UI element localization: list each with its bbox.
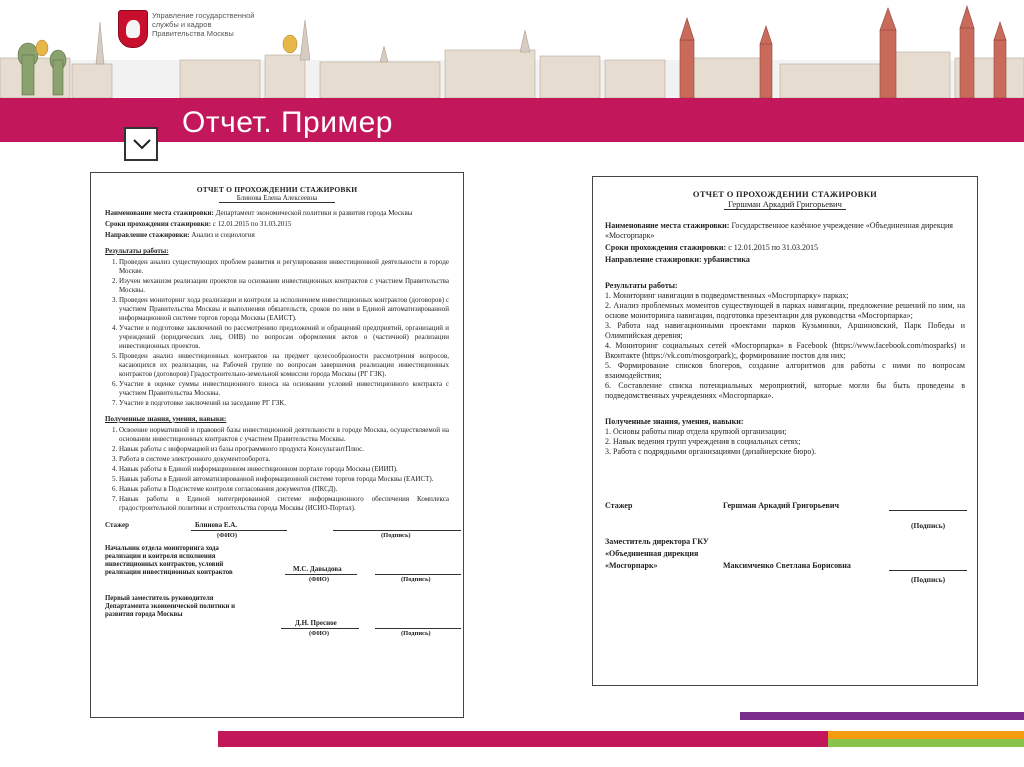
head-signature-block: Начальник отдела мониторинга хода реализации и контроля исполнения инвестиционных контрактов, условий реализации инвестиционных контрактов М.С. Давыдова (ФИО) (Подпись) bbox=[105, 545, 449, 589]
field-place: Наименование места стажировки: Департамент экономической политики и развития города Москвы bbox=[105, 209, 413, 217]
list-item: 5. Формирование списков блогеров, создание алгоритмов для работы с ними по вопросам взаимодействия; bbox=[605, 361, 965, 380]
list-item: 4. Навык работы в Единой информационном инвестиционном портале города Москвы (ЕИИП). bbox=[119, 465, 449, 474]
field-period: Сроки прохождения стажировки: с 12.01.2015 по 31.03.2015 bbox=[605, 243, 819, 252]
chevron-down-icon bbox=[132, 137, 152, 151]
organization-name: Управление государственной службы и кадров Правительства Москвы bbox=[152, 11, 255, 38]
list-item: 5. Навык работы в Единой автоматизированной информационной системе торгов города Москвы (ЕАИСТ). bbox=[119, 475, 449, 484]
deputy-signature-block: Заместитель директора ГКУ «Объединенная дирекция «Мосгорпарк» Максимченко Светлана Борисовна (Подпись) bbox=[605, 537, 965, 587]
list-item: 3. Работа с подрядными организациями (дизайнерские бюро). bbox=[605, 447, 817, 456]
report-example-left bbox=[90, 172, 464, 718]
collapse-toggle[interactable] bbox=[124, 127, 158, 161]
footer-bar-magenta bbox=[218, 731, 828, 747]
field-direction: Направление стажировки: урбанистика bbox=[605, 255, 750, 264]
list-item: 6. Навык работы в Подсистеме контроля согласования документов (ПКСД). bbox=[119, 485, 449, 494]
list-item: 6. Составление списка потенциальных мероприятий, которые могли бы быть проведены в подведомственных учреждениях «Мосгорпарка». bbox=[605, 381, 965, 400]
list-item: 4. Участие в подготовке заключений по рассмотрению предложений и обращений предприятий, организаций и учреждений (юридических лиц, ОИВ) по вопросам оформления актов о (частичной) реализации инвестиционных проектов. bbox=[119, 324, 449, 351]
skills-heading: Полученные знания, умения, навыки: bbox=[605, 417, 744, 426]
list-item: 1. Освоение нормативной и правовой базы инвестиционной деятельности в городе Москва, осуществляемой на основании инвестиционных контрактов с участием Правительства Москвы. bbox=[119, 426, 449, 444]
intern-signature-block: Стажер Гершман Аркадий Григорьевич (Подпись) bbox=[605, 501, 965, 531]
report-title: ОТЧЕТ О ПРОХОЖДЕНИИ СТАЖИРОВКИ bbox=[692, 189, 878, 199]
list-item: 3. Работа над навигационными проектами парков Кузьминки, Аршиновский, Парк Победы и Олимпийская деревня; bbox=[605, 321, 965, 340]
report-intern-name: Гершман Аркадий Григорьевич bbox=[605, 199, 965, 209]
results-list bbox=[119, 258, 449, 408]
footer-bar-purple bbox=[740, 712, 1024, 720]
list-item: 4. Мониторинг социальных сетей «Мосгорпарка» в Facebook (https://www.facebook.com/mosparks) и Вконтакте (https://vk.com/mosgorpark);, формирование постов для них; bbox=[605, 341, 965, 360]
footer-bar-green bbox=[828, 739, 1024, 747]
footer-bar-orange bbox=[828, 731, 1024, 739]
skills-list bbox=[119, 426, 449, 513]
results-list bbox=[605, 291, 965, 401]
list-item: 2. Анализ проблемных моментов существующей в парках навигации, предложение решений по ним, на основе мониторинга навигации, подготовка презентации для руководства «Мосгорпарка»; bbox=[605, 301, 965, 320]
deputy-signature-block: Первый заместитель руководителя Департамента экономической политики и развития города Москвы Д.Н. Пресное (ФИО) (Подпись) bbox=[105, 595, 449, 641]
page-title: Отчет. Пример bbox=[182, 106, 393, 139]
list-item: 2. Изучен механизм реализации проектов на основании инвестиционных контрактов с участием Правительства Москвы. bbox=[119, 277, 449, 295]
field-period: Сроки прохождения стажировки: с 12.01.2015 по 31.03.2015 bbox=[105, 220, 292, 228]
list-item: 1. Мониторинг навигации в подведомственных «Мосгорпарку» парках; bbox=[605, 291, 849, 300]
list-item: 2. Навык работы с информацией из базы программного продукта КонсультантПлюс. bbox=[119, 445, 449, 454]
report-example-right bbox=[592, 176, 978, 686]
list-item: 1. Проведен анализ существующих проблем развития и регулирования инвестиционной деятельности в городе Москве. bbox=[119, 258, 449, 276]
report-title: ОТЧЕТ О ПРОХОЖДЕНИИ СТАЖИРОВКИ bbox=[196, 185, 358, 194]
list-item: 1. Основы работы пиар отдела крупной организации; bbox=[605, 427, 787, 436]
list-item: 6. Участие в оценке суммы инвестиционного взноса на основании условий инвестиционного контракта с участием Правительства Москвы. bbox=[119, 380, 449, 398]
list-item: 3. Работа в системе электронного документооборота. bbox=[119, 455, 449, 464]
list-item: 7. Участие в подготовке заключений на заседание РГ ГЗК. bbox=[119, 399, 449, 408]
field-direction: Направление стажировки: Анализ и социология bbox=[105, 231, 255, 239]
skills-list bbox=[605, 427, 965, 457]
results-heading: Результаты работы: bbox=[105, 247, 169, 255]
skills-heading: Полученные знания, умения, навыки: bbox=[105, 415, 227, 423]
field-place: Наименование места стажировки: Государственное казённое учреждение «Объединенная дирекция «Мосгорпарк» bbox=[605, 221, 953, 240]
list-item: 5. Проведен анализ инвестиционных контрактов на предмет целесообразности рассмотрения вопросов, касающихся их реализации, на Рабочей группе по вопросам завершения реализации инвестиционных контрактов (договоров) Градостроительно-земельной комиссии города Москвы (РГ ГЗК). bbox=[119, 352, 449, 379]
intern-signature-block: Стажер Блинова Е.А. (ФИО) (Подпись) bbox=[105, 521, 449, 539]
list-item: 3. Проведен мониторинг хода реализации и контроля за исполнением инвестиционных контрактов (договоров) с участием Правительства Москвы и выполнения обязательств, сроков по ним в Единой автоматизированной информационной системе торгов города Москвы (ЕАИСТ). bbox=[119, 296, 449, 323]
list-item: 2. Навык ведения групп учреждения в социальных сетях; bbox=[605, 437, 801, 446]
list-item: 7. Навык работы в Единой интегрированной системе информационного обеспечения Комплекса градостроительной политики и строительства города Москвы (ИСИО-Портал). bbox=[119, 495, 449, 513]
moscow-coat-of-arms-logo bbox=[118, 10, 148, 48]
report-intern-name: Блинова Елена Алексеевна bbox=[105, 194, 449, 203]
results-heading: Результаты работы: bbox=[605, 281, 678, 290]
